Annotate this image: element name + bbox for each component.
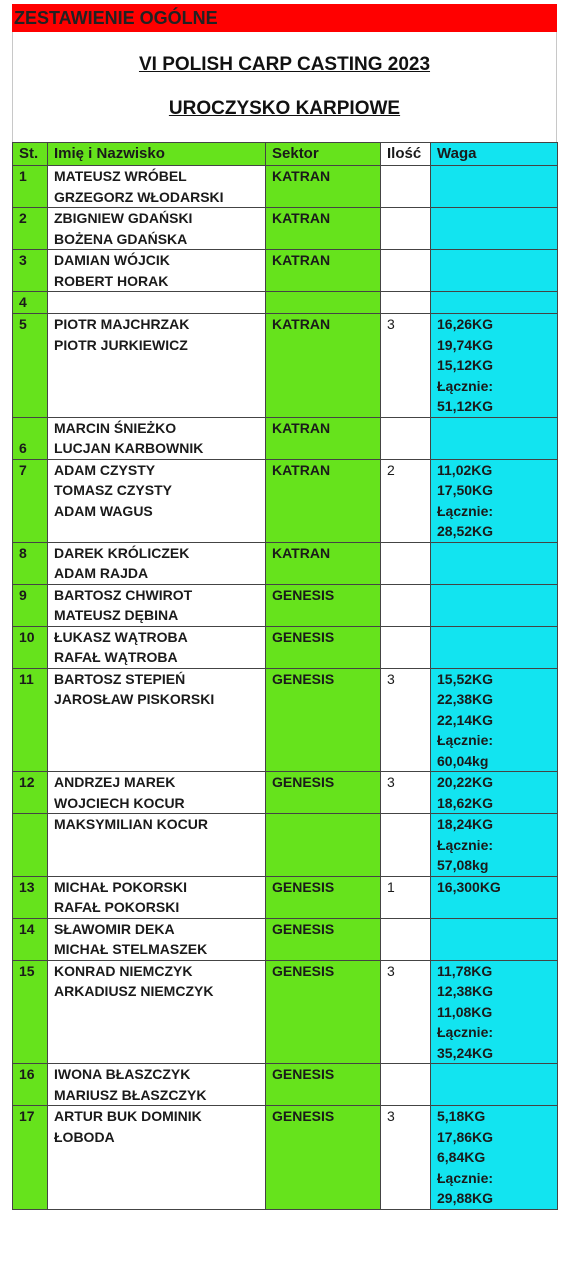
weight-value: Łącznie: xyxy=(437,502,494,519)
catch-count: 3 xyxy=(387,670,395,687)
catch-count: 3 xyxy=(387,1108,395,1124)
participant-name: BOŻENA GDAŃSKA xyxy=(54,230,188,247)
participant-name: MICHAŁ POKORSKI xyxy=(54,878,187,895)
cell-st xyxy=(13,960,48,1064)
participant-name: WOJCIECH KOCUR xyxy=(54,794,185,811)
sector-label: KATRAN xyxy=(272,316,331,332)
column-header-waga: Waga xyxy=(431,143,558,166)
sector-label: GENESIS xyxy=(272,920,335,937)
cell-names xyxy=(48,1064,266,1106)
column-header-name: Imię i Nazwisko xyxy=(48,143,266,166)
participant-name: IWONA BŁASZCZYK xyxy=(54,1066,191,1082)
cell-st xyxy=(13,166,48,208)
position-number: 14 xyxy=(19,920,35,937)
sector-label: KATRAN xyxy=(272,168,331,184)
cell-waga xyxy=(431,292,558,314)
column-header-ilosc: Ilość xyxy=(381,143,431,166)
cell-sektor xyxy=(266,459,381,542)
cell-st xyxy=(13,1064,48,1106)
cell-ilosc xyxy=(381,250,431,292)
participant-name: GRZEGORZ WŁODARSKI xyxy=(54,188,224,205)
participant-name: ROBERT HORAK xyxy=(54,272,169,289)
cell-names xyxy=(48,668,266,772)
cell-ilosc xyxy=(381,542,431,584)
table-row xyxy=(13,314,558,418)
position-number: 3 xyxy=(19,252,27,268)
position-number: 7 xyxy=(19,461,27,478)
cell-ilosc xyxy=(381,1064,431,1106)
sector-label: KATRAN xyxy=(272,461,331,478)
results-table xyxy=(12,142,558,1210)
table-row xyxy=(13,814,558,877)
cell-names xyxy=(48,772,266,814)
cell-waga xyxy=(431,250,558,292)
weight-value: 18,62KG xyxy=(437,794,494,811)
cell-names xyxy=(48,626,266,668)
cell-sektor xyxy=(266,668,381,772)
document-header xyxy=(12,32,557,142)
cell-ilosc xyxy=(381,772,431,814)
participant-name: SŁAWOMIR DEKA xyxy=(54,920,175,937)
cell-waga xyxy=(431,1064,558,1106)
cell-waga xyxy=(431,542,558,584)
sector-label: GENESIS xyxy=(272,962,335,979)
participant-name: ARKADIUSZ NIEMCZYK xyxy=(54,983,214,999)
catch-count: 2 xyxy=(387,461,395,478)
position-number: 4 xyxy=(19,294,27,310)
cell-waga xyxy=(431,668,558,772)
cell-sektor xyxy=(266,166,381,208)
participant-name: MICHAŁ STELMASZEK xyxy=(54,941,208,957)
cell-names xyxy=(48,960,266,1064)
participant-name: LUCJAN KARBOWNIK xyxy=(54,440,204,456)
weight-value: 17,86KG xyxy=(437,1128,494,1145)
cell-ilosc xyxy=(381,459,431,542)
cell-ilosc xyxy=(381,918,431,960)
weight-value: 35,24KG xyxy=(437,1044,494,1061)
sector-label: GENESIS xyxy=(272,1066,335,1082)
column-header-st: St. xyxy=(13,143,48,166)
cell-sektor xyxy=(266,314,381,418)
cell-ilosc xyxy=(381,417,431,459)
table-row xyxy=(13,250,558,292)
cell-names xyxy=(48,814,266,877)
participant-name: ARTUR BUK DOMINIK xyxy=(54,1108,202,1124)
cell-waga xyxy=(431,626,558,668)
weight-value: 11,78KG xyxy=(437,962,493,979)
cell-waga xyxy=(431,417,558,459)
cell-waga xyxy=(431,960,558,1064)
weight-value: 11,08KG xyxy=(437,1003,493,1020)
table-row xyxy=(13,208,558,250)
sector-label: KATRAN xyxy=(272,419,331,436)
position-number: 1 xyxy=(19,168,27,184)
sector-label: GENESIS xyxy=(272,670,335,687)
cell-names xyxy=(48,208,266,250)
weight-value: 16,26KG xyxy=(437,316,494,332)
position-number: 13 xyxy=(19,878,35,895)
cell-ilosc xyxy=(381,584,431,626)
cell-sektor xyxy=(266,960,381,1064)
table-row xyxy=(13,166,558,208)
catch-count: 3 xyxy=(387,962,395,979)
cell-st xyxy=(13,417,48,459)
cell-sektor xyxy=(266,250,381,292)
cell-st xyxy=(13,584,48,626)
cell-names xyxy=(48,918,266,960)
sector-label: GENESIS xyxy=(272,586,335,603)
cell-names xyxy=(48,250,266,292)
cell-names xyxy=(48,314,266,418)
sector-label: GENESIS xyxy=(272,628,335,645)
sector-label: KATRAN xyxy=(272,210,331,226)
cell-ilosc xyxy=(381,166,431,208)
cell-st xyxy=(13,314,48,418)
cell-waga xyxy=(431,1106,558,1210)
cell-names xyxy=(48,876,266,918)
catch-count: 3 xyxy=(387,316,395,332)
cell-st xyxy=(13,459,48,542)
weight-value: 29,88KG xyxy=(437,1190,494,1206)
cell-sektor xyxy=(266,584,381,626)
event-title: VI POLISH CARP CASTING 2023 xyxy=(138,54,431,75)
participant-name: MATEUSZ DĘBINA xyxy=(54,607,179,623)
table-row xyxy=(13,626,558,668)
cell-sektor xyxy=(266,814,381,877)
sector-label: GENESIS xyxy=(272,878,335,895)
cell-waga xyxy=(431,314,558,418)
cell-sektor xyxy=(266,208,381,250)
cell-ilosc xyxy=(381,626,431,668)
cell-sektor xyxy=(266,417,381,459)
position-number: 5 xyxy=(19,316,27,332)
weight-value: Łącznie: xyxy=(437,1169,494,1186)
cell-waga xyxy=(431,584,558,626)
participant-name: RAFAŁ WĄTROBA xyxy=(54,649,178,665)
participant-name: JAROSŁAW PISKORSKI xyxy=(54,691,215,707)
cell-sektor xyxy=(266,772,381,814)
participant-name: DAMIAN WÓJCIK xyxy=(54,252,170,268)
cell-names xyxy=(48,1106,266,1210)
weight-value: 6,84KG xyxy=(437,1149,486,1165)
weight-value: 28,52KG xyxy=(437,523,494,539)
column-header-sektor: Sektor xyxy=(266,143,381,166)
participant-name: ADAM CZYSTY xyxy=(54,461,156,478)
table-row xyxy=(13,668,558,772)
table-row xyxy=(13,459,558,542)
weight-value: 16,300KG xyxy=(437,878,501,895)
cell-sektor xyxy=(266,292,381,314)
position-number: 15 xyxy=(19,962,35,979)
cell-waga xyxy=(431,459,558,542)
cell-st xyxy=(13,772,48,814)
position-number: 12 xyxy=(19,774,35,790)
participant-name: TOMASZ CZYSTY xyxy=(54,482,172,498)
cell-ilosc xyxy=(381,960,431,1064)
cell-sektor xyxy=(266,1064,381,1106)
table-row xyxy=(13,960,558,1064)
participant-name: ADAM WAGUS xyxy=(54,502,153,519)
cell-ilosc xyxy=(381,814,431,877)
weight-value: 18,24KG xyxy=(437,816,494,832)
cell-ilosc xyxy=(381,292,431,314)
catch-count: 3 xyxy=(387,774,395,790)
cell-names xyxy=(48,584,266,626)
cell-ilosc xyxy=(381,668,431,772)
cell-waga xyxy=(431,918,558,960)
table-row xyxy=(13,417,558,459)
weight-value: 17,50KG xyxy=(437,482,494,498)
participant-name: PIOTR MAJCHRZAK xyxy=(54,316,190,332)
participant-name: DAREK KRÓLICZEK xyxy=(54,544,190,561)
weight-value: 15,52KG xyxy=(437,670,494,687)
venue-subtitle: UROCZYSKO KARPIOWE xyxy=(168,98,401,119)
table-row xyxy=(13,1064,558,1106)
catch-count: 1 xyxy=(387,878,395,895)
participant-name: MARCIN ŚNIEŻKO xyxy=(54,419,177,436)
participant-name: MATEUSZ WRÓBEL xyxy=(54,168,187,184)
cell-ilosc xyxy=(381,876,431,918)
participant-name: PIOTR JURKIEWICZ xyxy=(54,336,188,353)
participant-name: RAFAŁ POKORSKI xyxy=(54,899,180,915)
sector-label: KATRAN xyxy=(272,544,331,561)
cell-st xyxy=(13,918,48,960)
table-row xyxy=(13,542,558,584)
cell-waga xyxy=(431,814,558,877)
participant-name: MARIUSZ BŁASZCZYK xyxy=(54,1086,207,1103)
cell-sektor xyxy=(266,918,381,960)
weight-value: 12,38KG xyxy=(437,983,494,999)
participant-name: ŁOBODA xyxy=(54,1128,115,1145)
participant-name: BARTOSZ CHWIROT xyxy=(54,586,193,603)
cell-waga xyxy=(431,208,558,250)
participant-name: ZBIGNIEW GDAŃSKI xyxy=(54,210,193,226)
weight-value: 20,22KG xyxy=(437,774,494,790)
cell-ilosc xyxy=(381,314,431,418)
weight-value: 19,74KG xyxy=(437,336,494,353)
cell-names xyxy=(48,542,266,584)
cell-names xyxy=(48,417,266,459)
cell-waga xyxy=(431,166,558,208)
weight-value: 51,12KG xyxy=(437,398,494,414)
weight-value: 22,14KG xyxy=(437,711,494,728)
weight-value: Łącznie: xyxy=(437,836,494,853)
cell-st xyxy=(13,1106,48,1210)
table-row xyxy=(13,876,558,918)
cell-st xyxy=(13,208,48,250)
position-number: 6 xyxy=(19,440,27,456)
position-number: 10 xyxy=(19,628,35,645)
participant-name: KONRAD NIEMCZYK xyxy=(54,962,193,979)
cell-st xyxy=(13,814,48,877)
weight-value: 22,38KG xyxy=(437,691,494,707)
cell-ilosc xyxy=(381,1106,431,1210)
cell-names xyxy=(48,292,266,314)
cell-st xyxy=(13,876,48,918)
position-number: 9 xyxy=(19,586,27,603)
cell-st xyxy=(13,292,48,314)
participant-name: BARTOSZ STEPIEŃ xyxy=(54,670,186,687)
position-number: 8 xyxy=(19,544,27,561)
table-header-row xyxy=(13,143,558,166)
sector-label: GENESIS xyxy=(272,1108,335,1124)
cell-waga xyxy=(431,876,558,918)
cell-ilosc xyxy=(381,208,431,250)
cell-st xyxy=(13,668,48,772)
weight-value: 15,12KG xyxy=(437,357,494,373)
weight-value: 57,08kg xyxy=(437,857,489,873)
table-row xyxy=(13,772,558,814)
position-number: 17 xyxy=(19,1108,35,1124)
sector-label: KATRAN xyxy=(272,252,331,268)
results-sheet xyxy=(12,4,557,1210)
participant-name: ADAM RAJDA xyxy=(54,565,149,581)
banner-title: ZESTAWIENIE OGÓLNE xyxy=(12,4,557,32)
position-number: 2 xyxy=(19,210,27,226)
sector-label: GENESIS xyxy=(272,774,335,790)
weight-value: Łącznie: xyxy=(437,732,494,748)
participant-name: MAKSYMILIAN KOCUR xyxy=(54,816,208,832)
cell-names xyxy=(48,459,266,542)
weight-value: 5,18KG xyxy=(437,1108,486,1124)
weight-value: 11,02KG xyxy=(437,461,493,478)
cell-st xyxy=(13,250,48,292)
position-number: 16 xyxy=(19,1066,35,1082)
weight-value: 60,04kg xyxy=(437,752,489,769)
cell-st xyxy=(13,542,48,584)
cell-waga xyxy=(431,772,558,814)
table-row xyxy=(13,1106,558,1210)
table-row xyxy=(13,918,558,960)
participant-name: ANDRZEJ MAREK xyxy=(54,774,176,790)
cell-sektor xyxy=(266,626,381,668)
position-number: 11 xyxy=(19,670,34,687)
table-row xyxy=(13,292,558,314)
cell-sektor xyxy=(266,1106,381,1210)
participant-name: ŁUKASZ WĄTROBA xyxy=(54,628,188,645)
cell-st xyxy=(13,626,48,668)
weight-value: Łącznie: xyxy=(437,1024,494,1040)
cell-names xyxy=(48,166,266,208)
weight-value: Łącznie: xyxy=(437,377,494,394)
cell-sektor xyxy=(266,876,381,918)
cell-sektor xyxy=(266,542,381,584)
table-row xyxy=(13,584,558,626)
